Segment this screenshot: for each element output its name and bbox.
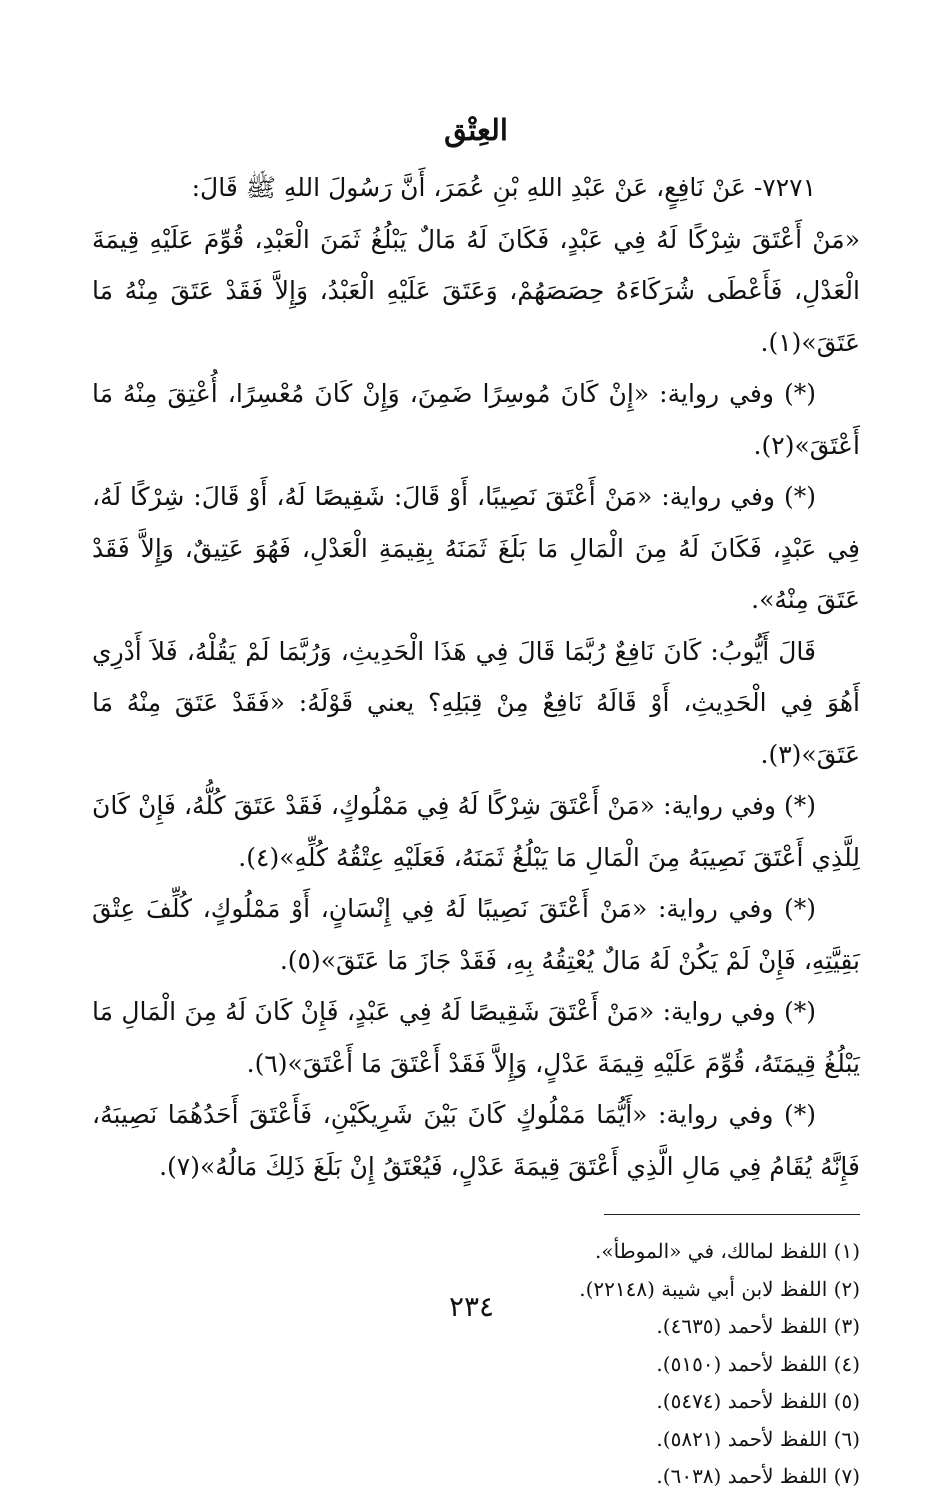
footnote: (٣) اللفظ لأحمد (٤٦٣٥). [656,1314,860,1338]
hadith-text [92,162,860,1192]
footnote-divider [604,1214,860,1215]
chapter-title: العِتْق [444,113,508,147]
narration-variant: (*) وفي رواية: «أَيُّمَا مَمْلُوكٍ كَانَ بَيْنَ شَرِيكَيْنِ، فَأَعْتَقَ أَحَدُهُمَا نَصِيبَهُ، فَإِنَّهُ يُقَامُ فِي مَالِ الَّذِي أَعْتَقَ قِيمَةَ عَدْلٍ، فَيُعْتَقُ إِنْ بَلَغَ ذَلِكَ مَالُهُ»(٧). [92,1100,860,1181]
narration-variant: (*) وفي رواية: «مَنْ أَعْتَقَ نَصِيبًا، أَوْ قَالَ: شَقِيصًا لَهُ، أَوْ قَالَ: شِرْكًا لَهُ، فِي عَبْدٍ، فَكَانَ لَهُ مِنَ الْمَالِ مَا بَلَغَ ثَمَنَهُ بِقِيمَةِ الْعَدْلِ، فَهُوَ عَتِيقٌ، وَإِلاَّ فَقَدْ عَتَقَ مِنْهُ». [92,482,860,614]
hadith-intro: ٧٢٧١- عَنْ نَافِعٍ، عَنْ عَبْدِ اللهِ بْنِ عُمَرَ، أَنَّ رَسُولَ اللهِ ﷺ قَالَ: [191,173,816,202]
narration-variant: (*) وفي رواية: «إِنْ كَانَ مُوسِرًا ضَمِنَ، وَإِنْ كَانَ مُعْسِرًا، أُعْتِقَ مِنْهُ مَا أَعْتَقَ»(٢). [92,379,860,460]
hadith-matn: «مَنْ أَعْتَقَ شِرْكًا لَهُ فِي عَبْدٍ، فَكَانَ لَهُ مَالٌ يَبْلُغُ ثَمَنَ الْعَبْدِ، قُوِّمَ عَلَيْهِ قِيمَةَ الْعَدْلِ، فَأَعْطَى شُرَكَاءَهُ حِصَصَهُمْ، وَعَتَقَ عَلَيْهِ الْعَبْدُ، وَإِلاَّ فَقَدْ عَتَقَ مِنْهُ مَا عَتَقَ»(١). [92,224,860,357]
footnotes-list [92,1233,860,1496]
footnote: (٤) اللفظ لأحمد (٥١٥٠). [656,1351,860,1376]
narration-variant: (*) وفي رواية: «مَنْ أَعْتَقَ شَقِيصًا لَهُ فِي عَبْدٍ، فَإِنْ كَانَ لَهُ مِنَ الْمَالِ مَا يَبْلُغُ قِيمَتَهُ، قُوِّمَ عَلَيْهِ قِيمَةَ عَدْلٍ، وَإِلاَّ فَقَدْ أَعْتَقَ مَا أَعْتَقَ»(٦). [92,997,860,1078]
page-content [92,106,860,1496]
narration-variant: (*) وفي رواية: «مَنْ أَعْتَقَ شِرْكًا لَهُ فِي مَمْلُوكٍ، فَقَدْ عَتَقَ كُلُّهُ، فَإِنْ كَانَ لِلَّذِي أَعْتَقَ نَصِيبَهُ مِنَ الْمَالِ مَا يَبْلُغُ ثَمَنَهُ، فَعَلَيْهِ عِتْقُهُ كُلِّهِ»(٤). [92,791,860,872]
page-number: ٢٣٤ [448,1290,495,1323]
footnote: (٧) اللفظ لأحمد (٦٠٣٨). [656,1464,860,1488]
footnote: (٥) اللفظ لأحمد (٥٤٧٤). [656,1389,860,1413]
footnote: (٢) اللفظ لابن أبي شيبة (٢٢١٤٨). [579,1276,860,1301]
footnote: (٦) اللفظ لأحمد (٥٨٢١). [656,1426,860,1451]
ayyub-comment: قَالَ أَيُّوبُ: كَانَ نَافِعٌ رُبَّمَا قَالَ فِي هَذَا الْحَدِيثِ، وَرُبَّمَا لَمْ يَقُلْهُ، فَلاَ أَدْرِي أَهُوَ فِي الْحَدِيثِ، أَوْ قَالَهُ نَافِعٌ مِنْ قِبَلِهِ؟ يعني قَوْلَهُ: «فَقَدْ عَتَقَ مِنْهُ مَا عَتَقَ»(٣). [92,636,860,769]
narration-variant: (*) وفي رواية: «مَنْ أَعْتَقَ نَصِيبًا لَهُ فِي إِنْسَانٍ، أَوْ مَمْلُوكٍ، كُلِّفَ عِتْقَ بَقِيَّتِهِ، فَإِنْ لَمْ يَكُنْ لَهُ مَالٌ يُعْتِقُهُ بِهِ، فَقَدْ جَازَ مَا عَتَقَ»(٥). [92,894,860,975]
footnote: (١) اللفظ لمالك، في «الموطأ». [595,1239,860,1263]
